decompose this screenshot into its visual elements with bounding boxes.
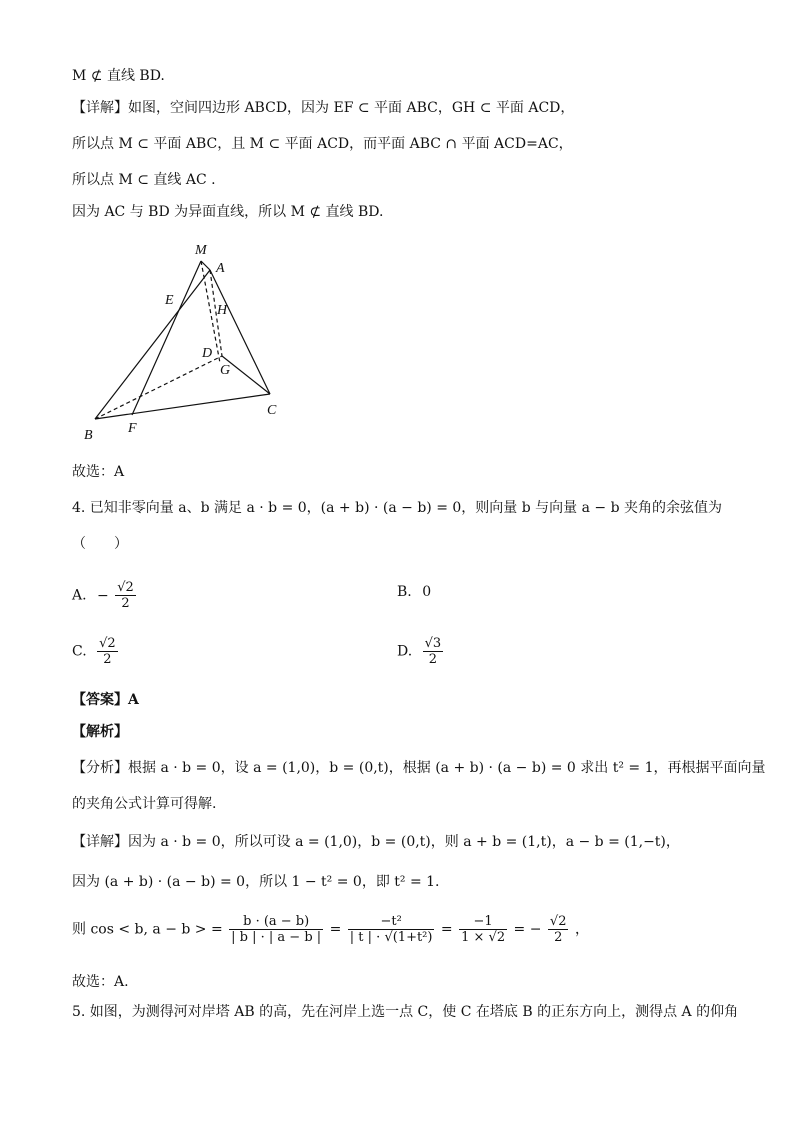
option-d <box>397 636 445 667</box>
option-d-denominator: 2 <box>428 652 438 667</box>
fraction-4-denominator: 2 <box>554 930 563 945</box>
equals-2: = <box>440 921 453 938</box>
label-h: H <box>217 303 228 318</box>
label-f: F <box>128 421 137 436</box>
option-d-numerator: √3 <box>424 636 442 651</box>
cos-prefix: 则 cos < b, a − b > = <box>72 921 223 938</box>
fraction-1-denominator: | b | · | a − b | <box>231 930 322 945</box>
option-a-sign: − <box>97 587 109 604</box>
option-a <box>72 580 138 611</box>
label-m: M <box>195 243 207 258</box>
text-line-6: 故选：A <box>72 464 125 480</box>
label-a: A <box>216 261 225 276</box>
cosine-formula <box>72 914 589 945</box>
option-c-label: C. <box>72 643 87 660</box>
option-c-numerator: √2 <box>99 636 116 651</box>
edge-ac <box>210 270 270 394</box>
option-c-fraction <box>97 636 118 667</box>
text-line-2: 【详解】如图，空间四边形 ABCD，因为 EF ⊂ 平面 ABC，GH ⊂ 平面 ACD， <box>72 100 575 116</box>
option-b <box>397 582 431 602</box>
analysis-line-2: 的夹角公式计算可得解. <box>72 796 217 812</box>
label-e: E <box>165 293 174 308</box>
option-a-fraction <box>115 580 136 611</box>
option-c <box>72 636 120 667</box>
geometry-figure <box>70 232 300 447</box>
answer-line: 【答案】A <box>72 692 139 708</box>
text-line-3: 所以点 M ⊂ 平面 ABC，且 M ⊂ 平面 ACD，而平面 ABC ∩ 平面 ACD=AC， <box>72 136 573 152</box>
text-line-5: 因为 AC 与 BD 为异面直线，所以 M ⊄ 直线 BD. <box>72 204 384 220</box>
fraction-2-numerator: −t² <box>348 914 435 930</box>
option-b-label: B. <box>397 584 412 600</box>
fraction-1 <box>229 914 323 945</box>
option-a-denominator: 2 <box>121 596 130 611</box>
option-c-denominator: 2 <box>103 652 112 667</box>
text-line-1: M ⊄ 直线 BD. <box>72 68 165 84</box>
text-line-4: 所以点 M ⊂ 直线 AC . <box>72 172 216 188</box>
fraction-4 <box>548 914 569 945</box>
label-d: D <box>202 346 213 361</box>
label-b: B <box>84 428 93 443</box>
detail-line-2: 因为 (a + b) · (a − b) = 0，所以 1 − t² = 0，即 t² = 1. <box>72 874 440 890</box>
text-line-final-choice: 故选：A. <box>72 974 129 990</box>
equals-1: = <box>329 921 342 938</box>
question-5: 5. 如图，为测得河对岸塔 AB 的高，先在河岸上选一点 C，使 C 在塔底 B 的正东方向上，测得点 A 的仰角 <box>72 1004 739 1020</box>
fraction-2 <box>348 914 435 945</box>
label-g: G <box>220 363 231 378</box>
question-4: 4. 已知非零向量 a、b 满足 a · b = 0，(a + b) · (a − b) = 0，则向量 b 与向量 a − b 夹角的余弦值为 <box>72 500 722 516</box>
option-d-label: D. <box>397 643 413 660</box>
detail-line-1: 【详解】因为 a · b = 0，所以可设 a = (1,0)，b = (0,t)，则 a + b = (1,t)，a − b = (1,−t)， <box>72 834 680 850</box>
edge-mf <box>132 261 201 415</box>
fraction-3-numerator: −1 <box>459 914 507 930</box>
label-c: C <box>267 403 277 418</box>
edge-ab <box>95 270 213 419</box>
formula-tail: ， <box>574 921 589 938</box>
fraction-2-denominator: | t | · √(1+t²) <box>349 930 433 945</box>
question-4-blank: （ ） <box>72 536 128 552</box>
fraction-3-denominator: 1 × √2 <box>461 930 506 945</box>
fraction-3 <box>459 914 507 945</box>
analysis-line-1: 【分析】根据 a · b = 0，设 a = (1,0)，b = (0,t)，根据 (a + b) · (a − b) = 0 求出 t² = 1，再根据平面向量 <box>72 760 766 776</box>
option-d-fraction <box>423 636 444 667</box>
option-a-label: A. <box>72 587 87 604</box>
option-b-value: 0 <box>422 584 432 600</box>
fraction-1-numerator: b · (a − b) <box>229 914 323 930</box>
option-a-numerator: √2 <box>117 580 134 595</box>
equals-3: = − <box>513 921 542 938</box>
fraction-4-numerator: √2 <box>549 914 567 929</box>
analysis-heading: 【解析】 <box>72 724 128 740</box>
